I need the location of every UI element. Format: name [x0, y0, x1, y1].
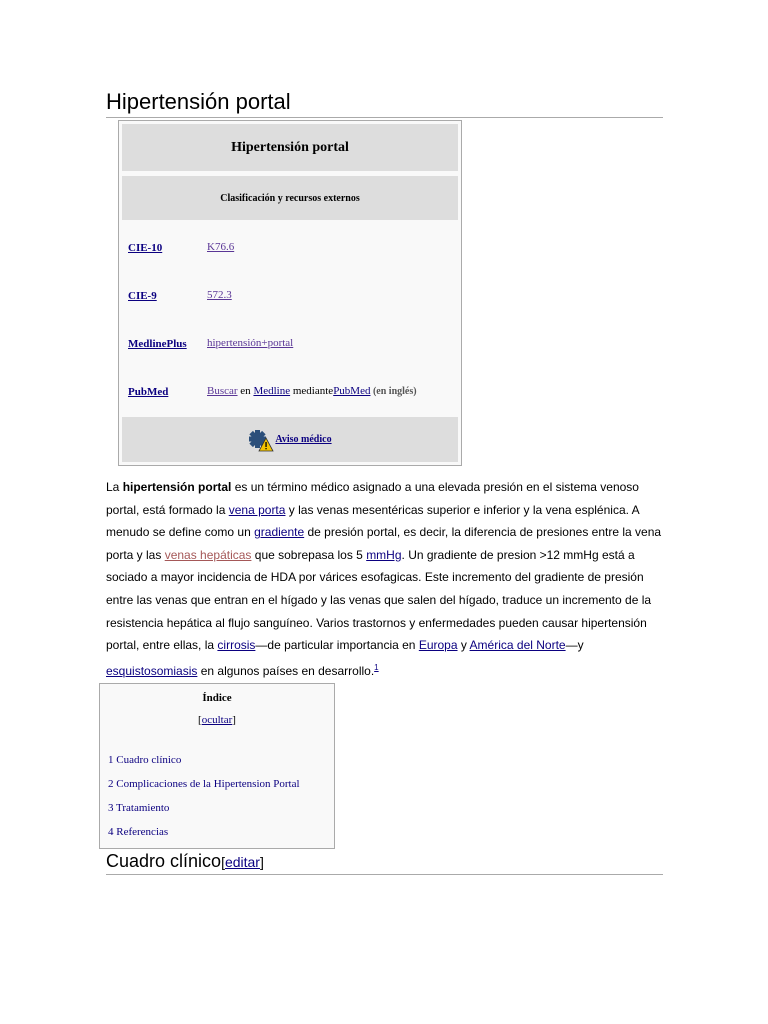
edit-bracket: ]	[259, 854, 264, 870]
para-text: de presión portal, es decir, la diferencia de presiones entre la vena porta y las	[106, 525, 662, 562]
para-text: en algunos países en desarrollo.	[197, 663, 375, 678]
section-title: Cuadro clínico	[106, 851, 222, 871]
pubmed-search-link[interactable]: PubMed	[333, 385, 371, 397]
section-heading	[106, 850, 663, 875]
medlineplus-value-link[interactable]: hipertensión+portal	[207, 337, 294, 349]
medical-warning-icon	[248, 428, 274, 452]
mmhg-link[interactable]: mmHg	[366, 547, 402, 562]
table-of-contents	[99, 683, 335, 849]
infobox-aviso	[122, 417, 458, 462]
cie9-value-link[interactable]: 572.3	[207, 289, 232, 301]
toc-title: Índice	[202, 692, 232, 704]
edit-section-link[interactable]: editar	[224, 854, 260, 870]
infobox-row-cie10	[122, 225, 458, 269]
para-text: y	[457, 638, 470, 653]
infobox-row-pubmed	[122, 369, 458, 413]
cirrosis-link[interactable]: cirrosis	[217, 638, 256, 653]
pubmed-link[interactable]: PubMed	[128, 386, 169, 398]
infobox-title-text: Hipertensión portal	[231, 139, 349, 155]
toc-item-cuadro-clinico[interactable]: 1 Cuadro clínico	[108, 754, 182, 766]
intro-paragraph	[106, 476, 666, 682]
para-text: —de particular importancia en	[255, 638, 419, 653]
europa-link[interactable]: Europa	[418, 638, 458, 653]
infobox-subtitle-text: Clasificación y recursos externos	[220, 192, 360, 204]
vena-porta-link[interactable]: vena porta	[228, 502, 286, 517]
america-del-norte-link[interactable]: América del Norte	[469, 638, 566, 653]
cie9-link[interactable]: CIE-9	[128, 290, 157, 302]
toc-item-referencias[interactable]: 4 Referencias	[108, 826, 169, 838]
medlineplus-link[interactable]: MedlinePlus	[128, 338, 187, 350]
para-text: . Un gradiente de presion >12 mmHg está a sociado a mayor incidencia de HDA por várices esofagicas. Este incremento del gradiente de presión entre las venas que entran en el hígado y las venas que salen del hígado, traduce un incremento de la resistencia hepática al flujo sanguíneo. Varios trastornos y enfermedades pueden causar hipertensión portal, entre ellas, la	[106, 547, 652, 653]
cie10-value-link[interactable]: K76.6	[207, 241, 235, 253]
toc-item-tratamiento[interactable]: 3 Tratamiento	[108, 802, 170, 814]
esquistosomiasis-link[interactable]: esquistosomiasis	[106, 663, 198, 678]
pubmed-mediante-text: mediante	[290, 385, 334, 397]
toc-bracket: [	[198, 714, 202, 726]
medline-link[interactable]: Medline	[253, 385, 291, 397]
para-bold-term: hipertensión portal	[122, 480, 232, 494]
aviso-medico-link[interactable]: Aviso médico	[275, 434, 332, 445]
edit-bracket: [	[221, 854, 225, 870]
infobox-row-medlineplus	[122, 321, 458, 365]
page-title: Hipertensión portal	[106, 88, 663, 118]
pubmed-en-text: en	[237, 385, 254, 397]
buscar-link[interactable]: Buscar	[207, 385, 238, 397]
para-text: La	[106, 480, 123, 494]
para-text: —y	[565, 638, 584, 653]
toc-toggle	[100, 714, 334, 726]
cie10-link[interactable]: CIE-10	[128, 242, 163, 254]
para-text: que sobrepasa los 5	[251, 547, 367, 562]
pubmed-lang-text: (en inglés)	[370, 386, 417, 397]
para-text: y las venas mesentéricas superior e inferior y la vena esplénica. A menudo se define como un	[106, 502, 639, 540]
infobox-subtitle	[122, 176, 458, 220]
para-text: es un término médico asignado a una elevada presión en el sistema venoso portal, está formado la	[106, 480, 639, 517]
infobox-row-cie9	[122, 273, 458, 317]
venas-hepaticas-link[interactable]: venas hepáticas	[164, 547, 252, 562]
infobox	[118, 120, 462, 466]
toc-item-complicaciones[interactable]: 2 Complicaciones de la Hipertension Portal	[108, 778, 300, 790]
infobox-title	[122, 124, 458, 171]
toc-hide-link[interactable]: ocultar	[201, 714, 233, 726]
gradiente-link[interactable]: gradiente	[254, 525, 305, 540]
toc-bracket: ]	[232, 714, 236, 726]
reference-link[interactable]: 1	[374, 662, 379, 672]
pubmed-value	[207, 385, 417, 397]
